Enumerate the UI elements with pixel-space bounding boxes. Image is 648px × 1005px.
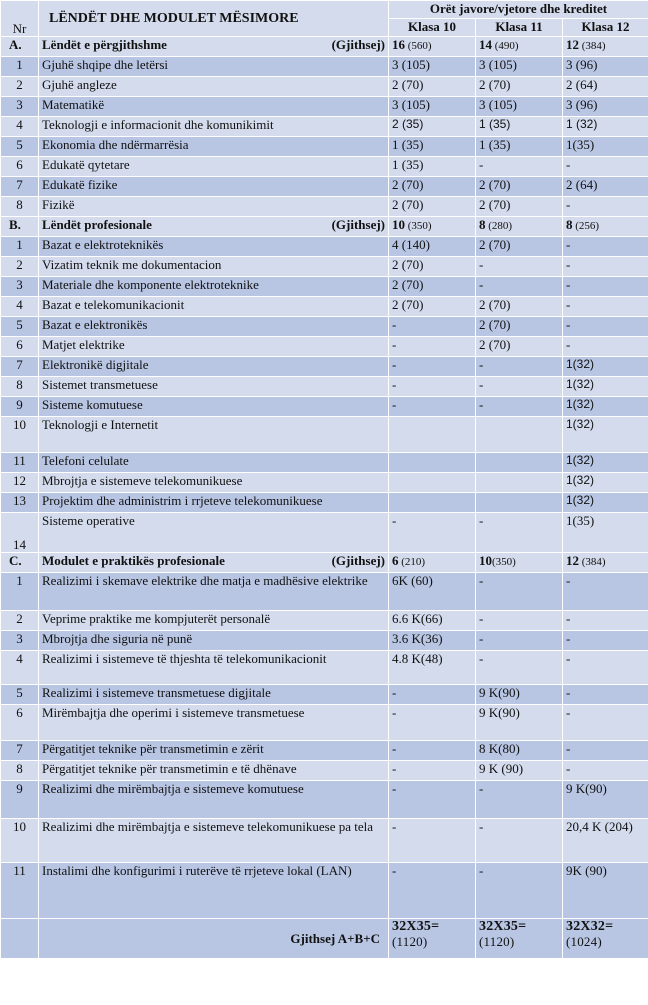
value-c11: 2 (70) bbox=[476, 297, 563, 317]
value-c10: 4 (140) bbox=[389, 237, 476, 257]
table-row bbox=[1, 631, 648, 651]
row-number: 8 bbox=[1, 761, 39, 781]
section-title: Modulet e praktikës profesionale bbox=[42, 553, 225, 568]
value-c11: - bbox=[476, 781, 563, 819]
value-c10: 2 (70) bbox=[389, 197, 476, 217]
value-c11 bbox=[476, 417, 563, 453]
table-row bbox=[1, 473, 648, 493]
value-c12: - bbox=[563, 573, 648, 611]
row-number: 5 bbox=[1, 685, 39, 705]
section-title-cell bbox=[39, 37, 389, 57]
section-total-value bbox=[389, 553, 476, 573]
subject-name: Instalimi dhe konfigurimi i ruterëve të rrjeteve lokal (LAN) bbox=[39, 863, 389, 919]
row-number: 5 bbox=[1, 137, 39, 157]
section-a bbox=[1, 37, 648, 217]
subject-name: Projektim dhe administrim i rrjeteve telekomunikuese bbox=[39, 493, 389, 513]
section-title: Lëndët profesionale bbox=[42, 217, 152, 232]
table-row bbox=[1, 781, 648, 819]
row-number: 12 bbox=[1, 473, 39, 493]
value-c11: 2 (70) bbox=[476, 77, 563, 97]
row-number: 7 bbox=[1, 177, 39, 197]
value-c10: 2 (70) bbox=[389, 277, 476, 297]
table-row bbox=[1, 157, 648, 177]
value-c11: - bbox=[476, 277, 563, 297]
subject-name: Sisteme operative bbox=[39, 513, 389, 553]
section-total-hours: (280) bbox=[485, 220, 513, 232]
table-row bbox=[1, 741, 648, 761]
value-c11: - bbox=[476, 377, 563, 397]
section-total-hours: (384) bbox=[579, 556, 606, 568]
value-c12: 1(35) bbox=[563, 137, 648, 157]
row-number: 4 bbox=[1, 117, 39, 137]
table-row bbox=[1, 137, 648, 157]
row-number: 1 bbox=[1, 57, 39, 77]
section-total-label: (Gjithsej) bbox=[331, 37, 385, 52]
value-c12: 1(35) bbox=[563, 513, 648, 553]
section-c bbox=[1, 553, 648, 919]
value-c11: - bbox=[476, 513, 563, 553]
value-c10: - bbox=[389, 741, 476, 761]
subject-name: Veprime praktike me kompjuterët personalë bbox=[39, 611, 389, 631]
header-class-11: Klasa 11 bbox=[476, 19, 563, 37]
table-row bbox=[1, 685, 648, 705]
value-c10: - bbox=[389, 761, 476, 781]
subject-name: Elektronikë digjitale bbox=[39, 357, 389, 377]
section-total-value bbox=[389, 217, 476, 237]
value-c12: - bbox=[563, 317, 648, 337]
row-number: 4 bbox=[1, 651, 39, 685]
table-row bbox=[1, 237, 648, 257]
section-total-count: 12 bbox=[566, 553, 579, 568]
value-c12: 3 (96) bbox=[563, 97, 648, 117]
table-row bbox=[1, 57, 648, 77]
row-number: 4 bbox=[1, 297, 39, 317]
table-row bbox=[1, 417, 648, 453]
table-row bbox=[1, 453, 648, 473]
grand-total-11: 32X35= (1120) bbox=[476, 919, 563, 959]
value-c11: 8 K(80) bbox=[476, 741, 563, 761]
grand-total-row bbox=[1, 919, 648, 959]
section-label: C. bbox=[1, 553, 39, 573]
value-c12: 1(32) bbox=[563, 417, 648, 453]
table-row bbox=[1, 317, 648, 337]
row-number: 3 bbox=[1, 97, 39, 117]
table-row bbox=[1, 357, 648, 377]
table-row bbox=[1, 297, 648, 317]
table-row bbox=[1, 651, 648, 685]
value-c12: 2 (64) bbox=[563, 177, 648, 197]
value-c11: 2 (70) bbox=[476, 237, 563, 257]
header-subjects: LËNDËT DHE MODULET MËSIMORE bbox=[39, 1, 389, 37]
value-c11: - bbox=[476, 257, 563, 277]
row-number: 14 bbox=[1, 513, 39, 553]
value-c12: - bbox=[563, 611, 648, 631]
value-c12: - bbox=[563, 651, 648, 685]
value-c10: 2 (70) bbox=[389, 77, 476, 97]
value-c10: 2 (70) bbox=[389, 257, 476, 277]
row-number: 7 bbox=[1, 741, 39, 761]
grand-total-label: Gjithsej A+B+C bbox=[39, 919, 389, 959]
section-total-hours: (350) bbox=[405, 220, 432, 232]
section-total-value bbox=[563, 37, 648, 57]
value-c10: - bbox=[389, 357, 476, 377]
value-c10: 2 (70) bbox=[389, 297, 476, 317]
section-label: B. bbox=[1, 217, 39, 237]
value-c12: 9K (90) bbox=[563, 863, 648, 919]
row-number: 7 bbox=[1, 357, 39, 377]
value-c11: 1 (35) bbox=[476, 117, 563, 137]
value-c11: 9 K(90) bbox=[476, 705, 563, 741]
table-row bbox=[1, 377, 648, 397]
subject-name: Teknologji e Internetit bbox=[39, 417, 389, 453]
section-total-count: 10 bbox=[392, 217, 405, 232]
row-number: 6 bbox=[1, 157, 39, 177]
value-c11: - bbox=[476, 863, 563, 919]
subject-name: Materiale dhe komponente elektroteknike bbox=[39, 277, 389, 297]
value-c12: - bbox=[563, 257, 648, 277]
row-number: 2 bbox=[1, 77, 39, 97]
value-c12: - bbox=[563, 277, 648, 297]
table-row bbox=[1, 77, 648, 97]
value-c12: 1(32) bbox=[563, 397, 648, 417]
table-row bbox=[1, 337, 648, 357]
value-c10: - bbox=[389, 337, 476, 357]
value-c12: 1(32) bbox=[563, 453, 648, 473]
subject-name: Sisteme komutuese bbox=[39, 397, 389, 417]
value-c10: 4.8 K(48) bbox=[389, 651, 476, 685]
table-row bbox=[1, 493, 648, 513]
value-c10 bbox=[389, 473, 476, 493]
value-c11: 2 (70) bbox=[476, 337, 563, 357]
table-row bbox=[1, 513, 648, 553]
value-c12: 1(32) bbox=[563, 377, 648, 397]
value-c10: 6K (60) bbox=[389, 573, 476, 611]
section-total-value bbox=[563, 553, 648, 573]
section-total-hours: (384) bbox=[579, 40, 606, 52]
row-number: 5 bbox=[1, 317, 39, 337]
value-c11: 2 (70) bbox=[476, 317, 563, 337]
subject-name: Bazat e telekomunikacionit bbox=[39, 297, 389, 317]
section-total-hours: (256) bbox=[572, 220, 600, 232]
subject-name: Matjet elektrike bbox=[39, 337, 389, 357]
section-title: Lëndët e përgjithshme bbox=[42, 37, 167, 52]
header-class-12: Klasa 12 bbox=[563, 19, 648, 37]
value-c12: 9 K(90) bbox=[563, 781, 648, 819]
value-c10: 1 (35) bbox=[389, 137, 476, 157]
value-c12: 1 (32) bbox=[563, 117, 648, 137]
grand-total-12: 32X32= (1024) bbox=[563, 919, 648, 959]
value-c10: 3 (105) bbox=[389, 57, 476, 77]
value-c12: 1(32) bbox=[563, 357, 648, 377]
value-c11: - bbox=[476, 819, 563, 863]
value-c11: 1 (35) bbox=[476, 137, 563, 157]
value-c12: - bbox=[563, 197, 648, 217]
header-hours: Orët javore/vjetore dhe kreditet bbox=[389, 1, 648, 19]
value-c11: 3 (105) bbox=[476, 97, 563, 117]
section-total-value bbox=[389, 37, 476, 57]
table-row bbox=[1, 97, 648, 117]
subject-name: Përgatitjet teknike për transmetimin e të dhënave bbox=[39, 761, 389, 781]
subject-name: Realizimi dhe mirëmbajtja e sistemeve telekomunikuese pa tela bbox=[39, 819, 389, 863]
subject-name: Realizimi i sistemeve transmetuese digjitale bbox=[39, 685, 389, 705]
section-total-count: 8 bbox=[566, 217, 573, 232]
value-c11: - bbox=[476, 573, 563, 611]
subject-name: Bazat e elektroteknikës bbox=[39, 237, 389, 257]
value-c11: 2 (70) bbox=[476, 177, 563, 197]
value-c10: - bbox=[389, 317, 476, 337]
value-c11: 2 (70) bbox=[476, 197, 563, 217]
subject-name: Mbrojtja e sistemeve telekomunikuese bbox=[39, 473, 389, 493]
value-c10: - bbox=[389, 705, 476, 741]
table-row bbox=[1, 705, 648, 741]
row-number: 1 bbox=[1, 573, 39, 611]
value-c12: - bbox=[563, 631, 648, 651]
row-number: 3 bbox=[1, 631, 39, 651]
value-c11: - bbox=[476, 397, 563, 417]
value-c10: 6.6 K(66) bbox=[389, 611, 476, 631]
value-c12: - bbox=[563, 761, 648, 781]
value-c11 bbox=[476, 493, 563, 513]
value-c12: - bbox=[563, 297, 648, 317]
section-b-header bbox=[1, 217, 648, 237]
value-c12: - bbox=[563, 685, 648, 705]
value-c12: 20,4 K (204) bbox=[563, 819, 648, 863]
subject-name: Vizatim teknik me dokumentacion bbox=[39, 257, 389, 277]
grand-total-10: 32X35= (1120) bbox=[389, 919, 476, 959]
table-row bbox=[1, 611, 648, 631]
subject-name: Matematikë bbox=[39, 97, 389, 117]
value-c11: 9 K (90) bbox=[476, 761, 563, 781]
table-row bbox=[1, 397, 648, 417]
subject-name: Sistemet transmetuese bbox=[39, 377, 389, 397]
grand-total-nr bbox=[1, 919, 39, 959]
row-number: 10 bbox=[1, 417, 39, 453]
table-row bbox=[1, 761, 648, 781]
section-c-header bbox=[1, 553, 648, 573]
header-class-10: Klasa 10 bbox=[389, 19, 476, 37]
section-total-count: 12 bbox=[566, 37, 579, 52]
subject-name: Edukatë fizike bbox=[39, 177, 389, 197]
value-c12: 1(32) bbox=[563, 473, 648, 493]
section-total-label: (Gjithsej) bbox=[331, 553, 385, 568]
value-c12: - bbox=[563, 337, 648, 357]
subject-name: Mbrojtja dhe siguria në punë bbox=[39, 631, 389, 651]
section-a-header bbox=[1, 37, 648, 57]
section-label: A. bbox=[1, 37, 39, 57]
subject-name: Mirëmbajtja dhe operimi i sistemeve transmetuese bbox=[39, 705, 389, 741]
subject-name: Edukatë qytetare bbox=[39, 157, 389, 177]
subject-name: Teknologji e informacionit dhe komunikimit bbox=[39, 117, 389, 137]
subject-name: Përgatitjet teknike për transmetimin e zërit bbox=[39, 741, 389, 761]
section-total-value bbox=[476, 217, 563, 237]
subject-name: Telefoni celulate bbox=[39, 453, 389, 473]
table-row bbox=[1, 863, 648, 919]
value-c11 bbox=[476, 453, 563, 473]
value-c12: 2 (64) bbox=[563, 77, 648, 97]
value-c11: - bbox=[476, 611, 563, 631]
value-c12: - bbox=[563, 157, 648, 177]
subject-name: Fizikë bbox=[39, 197, 389, 217]
row-number: 2 bbox=[1, 611, 39, 631]
value-c10 bbox=[389, 453, 476, 473]
table-row bbox=[1, 277, 648, 297]
value-c10: - bbox=[389, 397, 476, 417]
table-row bbox=[1, 177, 648, 197]
value-c11 bbox=[476, 473, 563, 493]
section-title-cell bbox=[39, 217, 389, 237]
value-c10: - bbox=[389, 863, 476, 919]
value-c10: - bbox=[389, 377, 476, 397]
section-total-value bbox=[476, 553, 563, 573]
subject-name: Realizimi i skemave elektrike dhe matja e madhësive elektrike bbox=[39, 573, 389, 611]
row-number: 8 bbox=[1, 197, 39, 217]
value-c10: - bbox=[389, 819, 476, 863]
table-row bbox=[1, 117, 648, 137]
row-number: 9 bbox=[1, 397, 39, 417]
row-number: 2 bbox=[1, 257, 39, 277]
value-c11: - bbox=[476, 157, 563, 177]
value-c10: 2 (70) bbox=[389, 177, 476, 197]
row-number: 11 bbox=[1, 863, 39, 919]
row-number: 13 bbox=[1, 493, 39, 513]
section-total-count: 6 bbox=[392, 553, 399, 568]
row-number: 10 bbox=[1, 819, 39, 863]
subject-name: Bazat e elektronikës bbox=[39, 317, 389, 337]
section-total-count: 10 bbox=[479, 553, 492, 568]
header-nr: Nr bbox=[1, 1, 39, 37]
section-total-hours: (490) bbox=[492, 40, 519, 52]
value-c10: 3 (105) bbox=[389, 97, 476, 117]
section-total-hours: (560) bbox=[405, 40, 432, 52]
table-row bbox=[1, 819, 648, 863]
table-row bbox=[1, 197, 648, 217]
section-total-value bbox=[476, 37, 563, 57]
row-number: 9 bbox=[1, 781, 39, 819]
value-c10 bbox=[389, 493, 476, 513]
row-number: 1 bbox=[1, 237, 39, 257]
row-number: 6 bbox=[1, 705, 39, 741]
header-row-1 bbox=[1, 1, 648, 19]
value-c12: - bbox=[563, 741, 648, 761]
section-total-value bbox=[563, 217, 648, 237]
section-total-count: 8 bbox=[479, 217, 486, 232]
subject-name: Gjuhë shqipe dhe letërsi bbox=[39, 57, 389, 77]
value-c11: - bbox=[476, 651, 563, 685]
value-c10: 3.6 K(36) bbox=[389, 631, 476, 651]
section-total-hours: (350) bbox=[492, 556, 516, 568]
subject-name: Realizimi dhe mirëmbajtja e sistemeve komutuese bbox=[39, 781, 389, 819]
value-c11: 9 K(90) bbox=[476, 685, 563, 705]
value-c10: 1 (35) bbox=[389, 157, 476, 177]
row-number: 6 bbox=[1, 337, 39, 357]
subject-name: Ekonomia dhe ndërmarrësia bbox=[39, 137, 389, 157]
value-c10: - bbox=[389, 781, 476, 819]
value-c11: - bbox=[476, 357, 563, 377]
table-row bbox=[1, 257, 648, 277]
section-total-hours: (210) bbox=[398, 556, 426, 568]
value-c10: 2 (35) bbox=[389, 117, 476, 137]
row-number: 8 bbox=[1, 377, 39, 397]
value-c10: - bbox=[389, 685, 476, 705]
value-c12: - bbox=[563, 705, 648, 741]
table-row bbox=[1, 573, 648, 611]
value-c12: 1(32) bbox=[563, 493, 648, 513]
section-b bbox=[1, 217, 648, 553]
section-total-count: 14 bbox=[479, 37, 492, 52]
subject-name: Gjuhë angleze bbox=[39, 77, 389, 97]
value-c12: 3 (96) bbox=[563, 57, 648, 77]
value-c10 bbox=[389, 417, 476, 453]
value-c11: 3 (105) bbox=[476, 57, 563, 77]
section-total-count: 16 bbox=[392, 37, 405, 52]
row-number: 11 bbox=[1, 453, 39, 473]
section-title-cell bbox=[39, 553, 389, 573]
subject-name: Realizimi i sistemeve të thjeshta të telekomunikacionit bbox=[39, 651, 389, 685]
value-c11: - bbox=[476, 631, 563, 651]
value-c10: - bbox=[389, 513, 476, 553]
section-total-label: (Gjithsej) bbox=[331, 217, 385, 232]
row-number: 3 bbox=[1, 277, 39, 297]
value-c12: - bbox=[563, 237, 648, 257]
